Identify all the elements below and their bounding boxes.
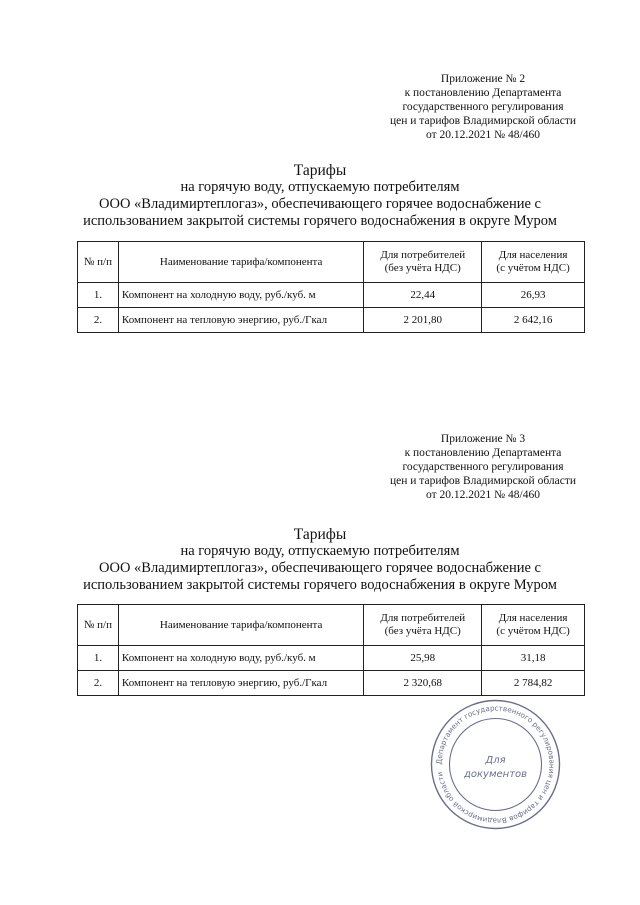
row-consumers-value: 25,98 [364,646,482,671]
tariff-title [0,162,640,230]
row-number: 2. [78,671,119,696]
row-population-value: 31,18 [482,646,585,671]
table-row [78,646,585,671]
row-population-value: 26,93 [482,283,585,308]
table-row [78,671,585,696]
row-consumers-value: 2 320,68 [364,671,482,696]
annex-number: Приложение № 3 [440,433,526,445]
table-row [78,308,585,333]
table-row [78,283,585,308]
stamp-ring-text: Департамент государственного регулирования цен и тарифов Владимирской области [434,703,557,826]
annex-date: от 20.12.2021 № 48/460 [426,129,540,141]
title-line: использованием закрытой системы горячего водоснабжения в округе Муром [83,577,557,593]
title-line: использованием закрытой системы горячего водоснабжения в округе Муром [83,213,557,229]
col-consumers-header: Для потребителей (без учёта НДС) [364,605,482,646]
tariff-title [0,526,640,594]
title-line: ООО «Владимиртеплогаз», обеспечивающего горячее водоснабжение с [99,196,541,212]
row-population-value: 2 784,82 [482,671,585,696]
col-number-header: № п/п [78,242,119,283]
col-population-header: Для населения (с учётом НДС) [482,242,585,283]
annex-line: государственного регулирования [402,101,564,113]
row-population-value: 2 642,16 [482,308,585,333]
row-number: 1. [78,646,119,671]
annex-line: к постановлению Департамента [404,447,562,459]
table-header-row [78,242,585,283]
annex-header [378,432,588,502]
official-stamp [428,697,563,832]
title-word: Тарифы [293,526,347,543]
annex-line: государственного регулирования [402,461,564,473]
row-consumers-value: 22,44 [364,283,482,308]
col-name-header: Наименование тарифа/компонента [118,242,363,283]
row-name: Компонент на тепловую энергию, руб./Гкал [118,671,363,696]
title-line: ООО «Владимиртеплогаз», обеспечивающего горячее водоснабжение с [99,560,541,576]
row-name: Компонент на холодную воду, руб./куб. м [118,646,363,671]
row-name: Компонент на холодную воду, руб./куб. м [118,283,363,308]
title-line: на горячую воду, отпускаемую потребителям [180,179,460,195]
annex-number: Приложение № 2 [440,73,526,85]
row-number: 1. [78,283,119,308]
annex-line: к постановлению Департамента [404,87,562,99]
title-word: Тарифы [293,162,347,179]
row-consumers-value: 2 201,80 [364,308,482,333]
col-consumers-header: Для потребителей (без учёта НДС) [364,242,482,283]
row-number: 2. [78,308,119,333]
col-number-header: № п/п [78,605,119,646]
stamp-center-line: Для [485,755,506,766]
tariff-table [77,604,585,696]
col-population-header: Для населения (с учётом НДС) [482,605,585,646]
annex-date: от 20.12.2021 № 48/460 [426,489,540,501]
table-header-row [78,605,585,646]
stamp-center-line: документов [463,769,528,780]
tariff-table [77,241,585,333]
title-line: на горячую воду, отпускаемую потребителям [180,543,460,559]
col-name-header: Наименование тарифа/компонента [118,605,363,646]
row-name: Компонент на тепловую энергию, руб./Гкал [118,308,363,333]
annex-header [378,72,588,142]
annex-line: цен и тарифов Владимирской области [389,115,577,127]
annex-line: цен и тарифов Владимирской области [389,475,577,487]
